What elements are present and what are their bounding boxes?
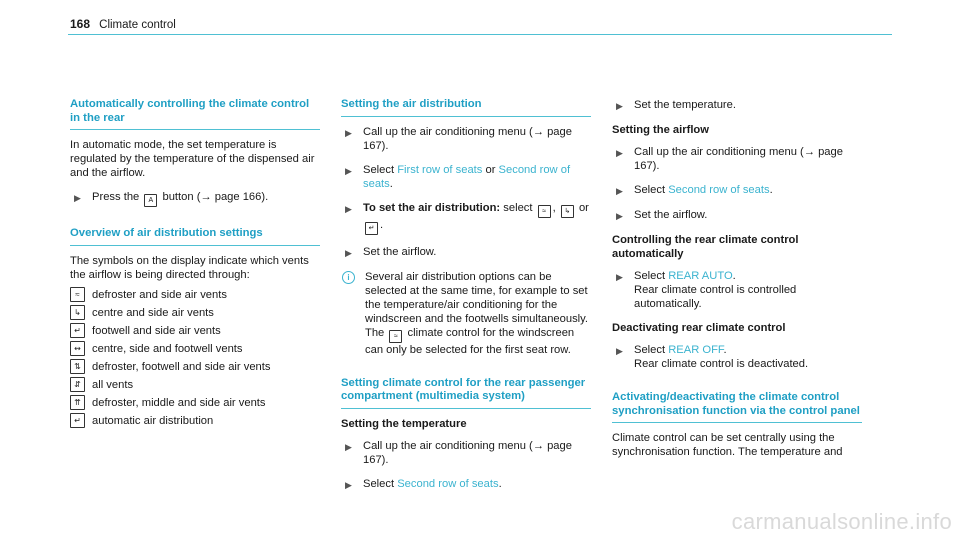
- step-set-distribution: ▶ To set the air distribution: select ≈ , ↳ or ↵ .: [341, 201, 591, 235]
- symbol-row: ≈ defroster and side air vents: [70, 286, 320, 304]
- step-call-menu: ▶ Call up the air conditioning menu (→ page 167).: [345, 439, 572, 466]
- subheading-deactivate-rear: Deactivating rear climate control: [612, 322, 786, 334]
- step-arrow-icon: ▶: [345, 165, 352, 176]
- page-header: [70, 17, 176, 33]
- header-rule: [68, 34, 892, 35]
- info-note: i Several air distribution options can be selected at the same time, for example to set the temperature/air conditioning for the windscreen and the footwells simultaneously. The ≈ climate control for the windscreen can only be selected for the first seat row.: [341, 270, 591, 357]
- step-arrow-icon: ▶: [345, 441, 352, 452]
- defroster-side-icon: ≈: [389, 330, 402, 343]
- step-arrow-icon: ▶: [345, 247, 352, 258]
- section-title-rear-passenger: Setting climate control for the rear passenger compartment (multimedia system): [341, 377, 591, 409]
- first-row-seats-link[interactable]: First row of seats: [397, 163, 483, 176]
- step-arrow-icon: ▶: [345, 479, 352, 490]
- step-arrow-icon: ▶: [616, 148, 623, 158]
- column-1: [70, 98, 320, 430]
- all-vents-icon: ⇵: [70, 377, 85, 392]
- paragraph-symbols-intro: The symbols on the display indicate which vents the airflow is being directed through:: [70, 254, 309, 281]
- symbol-row: ↭ centre, side and footwell vents: [70, 340, 320, 358]
- subheading-temperature: Setting the temperature: [341, 417, 467, 430]
- info-icon: i: [342, 271, 355, 284]
- step-call-menu: ▶ Call up the air conditioning menu (→ page 167).: [345, 125, 572, 152]
- section-title-auto-rear: Automatically controlling the climate control in the rear: [70, 98, 320, 130]
- step-arrow-icon: ▶: [616, 186, 623, 196]
- step-arrow-icon: ▶: [616, 211, 623, 221]
- step-arrow-icon: ▶: [616, 101, 623, 111]
- page-number: 168: [70, 17, 91, 31]
- auto-distribution-icon: ↵: [70, 413, 85, 428]
- rear-off-link[interactable]: REAR OFF: [668, 344, 724, 356]
- symbol-row: ↵ footwell and side air vents: [70, 322, 320, 340]
- symbol-row: ⇈ defroster, middle and side air vents: [70, 394, 320, 412]
- step-call-menu: ▶ Call up the air conditioning menu (→ page 167).: [616, 146, 843, 172]
- step-press-auto: ▶ Press the A button (→ page 166).: [70, 190, 320, 207]
- centre-side-icon: ↳: [70, 305, 85, 320]
- page-title: Climate control: [99, 19, 176, 31]
- step-set-temperature: ▶ Set the temperature.: [616, 99, 736, 111]
- step-select-second-row: ▶ Select Second row of seats.: [345, 477, 502, 490]
- paragraph-auto-mode: In automatic mode, the set temperature is regulated by the temperature of the dispensed air and the airflow.: [70, 139, 315, 179]
- footwell-side-icon: ↵: [365, 222, 378, 235]
- step-set-airflow: ▶ Set the airflow.: [345, 245, 437, 258]
- centre-side-icon: ↳: [561, 205, 574, 218]
- paragraph-synchronisation: Climate control can be set centrally using the synchronisation function. The temperature and: [612, 432, 843, 458]
- symbol-row: ⇵ all vents: [70, 376, 320, 394]
- watermark: carmanualsonline.info: [731, 509, 952, 534]
- symbol-row: ⇅ defroster, footwell and side air vents: [70, 358, 320, 376]
- step-arrow-icon: ▶: [74, 193, 81, 203]
- step-select-second-row: ▶ Select Second row of seats.: [616, 184, 773, 196]
- centre-side-footwell-icon: ↭: [70, 341, 85, 356]
- symbol-row: ↳ centre and side air vents: [70, 304, 320, 322]
- footwell-side-icon: ↵: [70, 323, 85, 338]
- section-title-synchronisation: Activating/deactivating the climate control synchronisation function via the control panel: [612, 391, 862, 423]
- defroster-side-icon: ≈: [70, 287, 85, 302]
- step-arrow-icon: ▶: [345, 127, 352, 138]
- step-set-airflow: ▶ Set the airflow.: [616, 209, 708, 221]
- defroster-footwell-side-icon: ⇅: [70, 359, 85, 374]
- step-arrow-icon: ▶: [616, 272, 623, 282]
- column-3: [612, 98, 862, 469]
- defroster-side-icon: ≈: [538, 205, 551, 218]
- step-select-row: ▶ Select First row of seats or Second row of seats.: [345, 163, 571, 190]
- rear-auto-link[interactable]: REAR AUTO: [668, 270, 733, 282]
- subheading-rear-auto: Controlling the rear climate control automatically: [612, 234, 799, 260]
- step-select-rear-off: ▶ Select REAR OFF. Rear climate control is deactivated.: [616, 344, 809, 370]
- section-title-overview: Overview of air distribution settings: [70, 227, 320, 246]
- step-select-rear-auto: ▶ Select REAR AUTO. Rear climate control is controlled automatically.: [616, 270, 797, 310]
- defroster-middle-side-icon: ⇈: [70, 395, 85, 410]
- second-row-seats-link[interactable]: Second row of seats: [668, 184, 770, 196]
- step-arrow-icon: ▶: [345, 203, 352, 214]
- subheading-airflow: Setting the airflow: [612, 124, 709, 136]
- column-2: [341, 98, 591, 502]
- second-row-seats-link[interactable]: Second row of seats: [363, 163, 571, 190]
- auto-button-icon: A: [144, 194, 157, 207]
- second-row-seats-link[interactable]: Second row of seats: [397, 477, 499, 490]
- symbol-row: ↵ automatic air distribution: [70, 412, 320, 430]
- section-title-air-distribution: Setting the air distribution: [341, 98, 591, 117]
- step-arrow-icon: ▶: [616, 346, 623, 356]
